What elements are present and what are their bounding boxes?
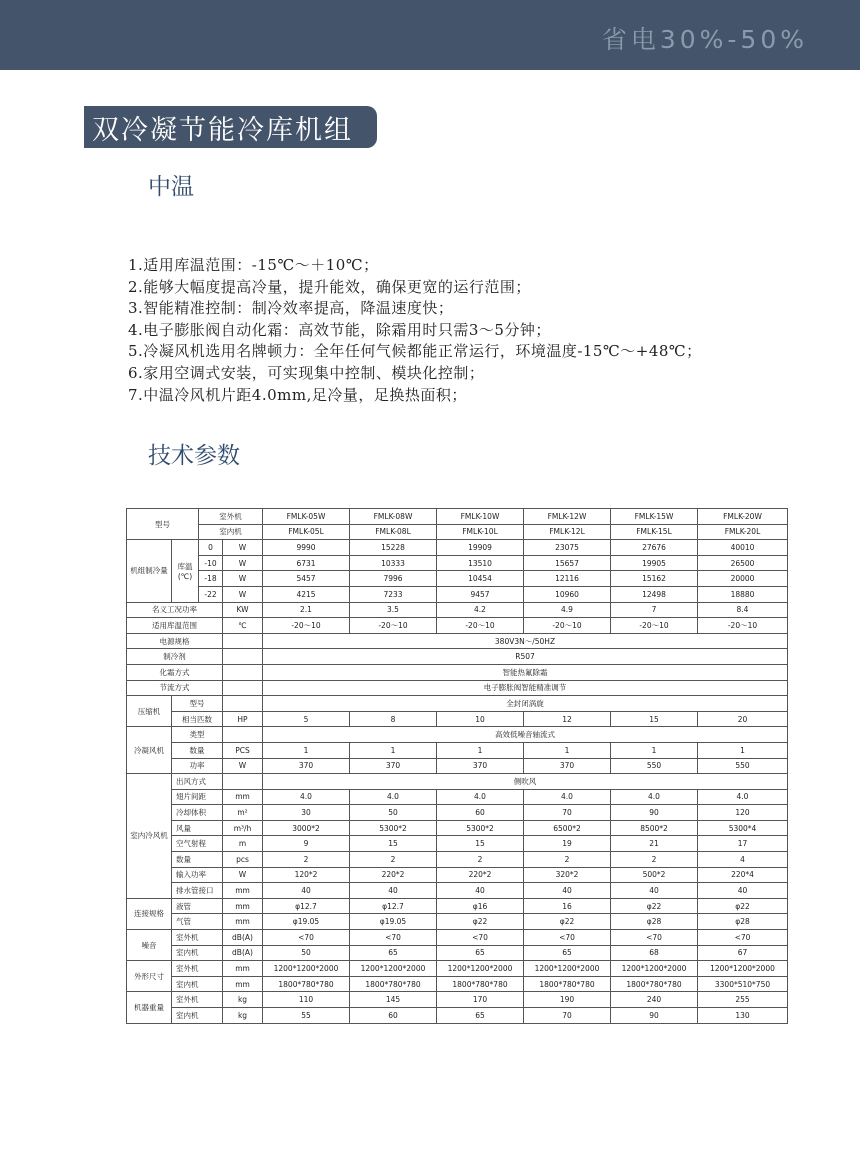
value-cell: FMLK-12W <box>524 509 611 525</box>
value-cell: 120*2 <box>263 867 350 883</box>
value-cell: 19905 <box>611 555 698 571</box>
unit-cell: m² <box>223 805 263 821</box>
value-cell: 15 <box>437 836 524 852</box>
value-cell: φ16 <box>437 898 524 914</box>
value-cell: φ28 <box>611 914 698 930</box>
row-label: 数量 <box>172 852 223 868</box>
value-cell: 220*4 <box>698 867 788 883</box>
value-cell: 500*2 <box>611 867 698 883</box>
value-cell: 380V3N～/50HZ <box>263 633 788 649</box>
table-row <box>127 524 788 540</box>
row-label: 型号 <box>172 696 223 712</box>
row-label: 室外机 <box>172 961 223 977</box>
unit-cell: dB(A) <box>223 945 263 961</box>
row-label: 功率 <box>172 758 223 774</box>
row-group-label: 压缩机 <box>127 696 172 727</box>
unit-cell: mm <box>223 898 263 914</box>
value-cell: 190 <box>524 992 611 1008</box>
value-cell: 23075 <box>524 540 611 556</box>
unit-cell: mm <box>223 976 263 992</box>
row-label: 室外机 <box>172 930 223 946</box>
row-label: 适用库温范围 <box>127 618 223 634</box>
unit-cell: m <box>223 836 263 852</box>
feature-item: 7.中温冷风机片距4.0mm,足冷量，足换热面积； <box>128 385 467 404</box>
unit-cell <box>223 696 263 712</box>
value-cell: 3300*510*750 <box>698 976 788 992</box>
value-cell: 67 <box>698 945 788 961</box>
section-medium-temp: 中温 <box>148 174 194 200</box>
value-cell: <70 <box>437 930 524 946</box>
value-cell: 智能热氟除霜 <box>263 664 788 680</box>
value-cell: 9 <box>263 836 350 852</box>
value-cell: 3.5 <box>350 602 437 618</box>
table-row <box>127 742 788 758</box>
value-cell: 12116 <box>524 571 611 587</box>
unit-cell: W <box>223 758 263 774</box>
value-cell: 9990 <box>263 540 350 556</box>
value-cell: φ22 <box>524 914 611 930</box>
row-label: 出风方式 <box>172 774 223 790</box>
value-cell: 15162 <box>611 571 698 587</box>
row-group-label: 冷凝风机 <box>127 727 172 774</box>
temp-cell: 0 <box>199 540 223 556</box>
table-row <box>127 852 788 868</box>
value-cell: 4.0 <box>611 789 698 805</box>
table-row <box>127 930 788 946</box>
value-cell: <70 <box>263 930 350 946</box>
table-row <box>127 618 788 634</box>
row-label: 类型 <box>172 727 223 743</box>
feature-item: 6.家用空调式安装，可实现集中控制、模块化控制； <box>128 363 485 382</box>
row-label: 翅片间距 <box>172 789 223 805</box>
product-title: 双冷凝节能冷库机组 <box>92 114 353 146</box>
row-label: 液管 <box>172 898 223 914</box>
value-cell: FMLK-15L <box>611 524 698 540</box>
value-cell: 30 <box>263 805 350 821</box>
value-cell: 40 <box>350 883 437 899</box>
table-row <box>127 696 788 712</box>
unit-cell: HP <box>223 711 263 727</box>
row-group-label: 外形尺寸 <box>127 961 172 992</box>
value-cell: 18880 <box>698 586 788 602</box>
value-cell: 15657 <box>524 555 611 571</box>
value-cell: 12498 <box>611 586 698 602</box>
value-cell: 240 <box>611 992 698 1008</box>
value-cell: 4.0 <box>350 789 437 805</box>
table-row <box>127 914 788 930</box>
value-cell: 19 <box>524 836 611 852</box>
value-cell: 145 <box>350 992 437 1008</box>
value-cell: 16 <box>524 898 611 914</box>
value-cell: FMLK-15W <box>611 509 698 525</box>
table-row <box>127 586 788 602</box>
row-group-label: 噪音 <box>127 930 172 961</box>
row-label: 相当匹数 <box>172 711 223 727</box>
unit-cell <box>223 664 263 680</box>
row-group-label: 室内冷风机 <box>127 774 172 899</box>
value-cell: FMLK-08W <box>350 509 437 525</box>
temp-cell: -18 <box>199 571 223 587</box>
table-row <box>127 945 788 961</box>
table-row <box>127 664 788 680</box>
value-cell: 15 <box>350 836 437 852</box>
value-cell: 370 <box>263 758 350 774</box>
value-cell: 65 <box>437 1008 524 1024</box>
value-cell: -20～10 <box>350 618 437 634</box>
feature-item: 2.能够大幅度提高冷量，提升能效，确保更宽的运行范围； <box>128 277 531 296</box>
unit-cell: dB(A) <box>223 930 263 946</box>
value-cell: 170 <box>437 992 524 1008</box>
table-row <box>127 571 788 587</box>
unit-cell <box>223 774 263 790</box>
value-cell: 2 <box>611 852 698 868</box>
unit-cell: mm <box>223 789 263 805</box>
value-cell: 370 <box>524 758 611 774</box>
feature-list <box>128 255 702 406</box>
value-cell: 7 <box>611 602 698 618</box>
value-cell: φ19.05 <box>350 914 437 930</box>
value-cell: φ22 <box>611 898 698 914</box>
unit-cell: W <box>223 555 263 571</box>
value-cell: 电子膨胀阀智能精准调节 <box>263 680 788 696</box>
row-label: 名义工况功率 <box>127 602 223 618</box>
feature-item: 3.智能精准控制：制冷效率提高，降温速度快； <box>128 299 454 318</box>
value-cell: <70 <box>698 930 788 946</box>
feature-item: 1.适用库温范围：-15℃～＋10℃； <box>128 256 379 274</box>
value-cell: 10960 <box>524 586 611 602</box>
table-row <box>127 727 788 743</box>
value-cell: 13510 <box>437 555 524 571</box>
value-cell: -20～10 <box>524 618 611 634</box>
row-group-label: 机组制冷量 <box>127 540 172 602</box>
value-cell: 40 <box>611 883 698 899</box>
value-cell: 1800*780*780 <box>611 976 698 992</box>
value-cell: 90 <box>611 1008 698 1024</box>
value-cell: <70 <box>350 930 437 946</box>
row-group-label: 连接规格 <box>127 898 172 929</box>
unit-cell <box>223 727 263 743</box>
row-label: 数量 <box>172 742 223 758</box>
value-cell: 12 <box>524 711 611 727</box>
row-label: 气管 <box>172 914 223 930</box>
value-cell: 高效低噪音轴流式 <box>263 727 788 743</box>
row-label: 室内机 <box>172 976 223 992</box>
table-row <box>127 540 788 556</box>
unit-cell: mm <box>223 961 263 977</box>
unit-cell: W <box>223 540 263 556</box>
value-cell: 5 <box>263 711 350 727</box>
feature-item: 4.电子膨胀阀自动化霜：高效节能，除霜用时只需3～5分钟； <box>128 320 551 339</box>
table-row <box>127 789 788 805</box>
table-row <box>127 649 788 665</box>
table-row <box>127 758 788 774</box>
value-cell: 220*2 <box>437 867 524 883</box>
value-cell: 2 <box>263 852 350 868</box>
unit-cell: kg <box>223 992 263 1008</box>
header-bar <box>0 0 860 70</box>
value-cell: 20000 <box>698 571 788 587</box>
feature-item: 5.冷凝风机选用名牌顿力：全年任何气候都能正常运行，环境温度-15℃～+48℃； <box>128 342 702 361</box>
row-group-label: 型号 <box>127 509 199 540</box>
value-cell: 120 <box>698 805 788 821</box>
unit-cell: kg <box>223 1008 263 1024</box>
table-row <box>127 992 788 1008</box>
unit-cell: mm <box>223 914 263 930</box>
value-cell: FMLK-10W <box>437 509 524 525</box>
unit-cell: W <box>223 867 263 883</box>
table-row <box>127 602 788 618</box>
value-cell: 1800*780*780 <box>350 976 437 992</box>
table-row <box>127 867 788 883</box>
value-cell: 90 <box>611 805 698 821</box>
value-cell: 70 <box>524 1008 611 1024</box>
value-cell: 40 <box>698 883 788 899</box>
unit-cell <box>223 633 263 649</box>
value-cell: 1 <box>350 742 437 758</box>
value-cell: 15228 <box>350 540 437 556</box>
row-label: 输入功率 <box>172 867 223 883</box>
value-cell: 1800*780*780 <box>437 976 524 992</box>
row-label: 室内机 <box>172 945 223 961</box>
row-label: 室外机 <box>172 992 223 1008</box>
value-cell: 20 <box>698 711 788 727</box>
table-row <box>127 711 788 727</box>
value-cell: FMLK-08L <box>350 524 437 540</box>
value-cell: 17 <box>698 836 788 852</box>
value-cell: 65 <box>524 945 611 961</box>
value-cell: 4.9 <box>524 602 611 618</box>
table-row <box>127 774 788 790</box>
row-label: 室内机 <box>199 524 263 540</box>
value-cell: 550 <box>698 758 788 774</box>
row-label: 排水管接口 <box>172 883 223 899</box>
value-cell: 5300*4 <box>698 820 788 836</box>
value-cell: FMLK-12L <box>524 524 611 540</box>
value-cell: 1 <box>437 742 524 758</box>
value-cell: 21 <box>611 836 698 852</box>
value-cell: 9457 <box>437 586 524 602</box>
value-cell: 2.1 <box>263 602 350 618</box>
value-cell: 1 <box>263 742 350 758</box>
value-cell: 1200*1200*2000 <box>350 961 437 977</box>
value-cell: 2 <box>350 852 437 868</box>
product-title-banner <box>84 106 377 148</box>
row-label: 化霜方式 <box>127 664 223 680</box>
value-cell: 60 <box>437 805 524 821</box>
value-cell: 2 <box>524 852 611 868</box>
value-cell: <70 <box>611 930 698 946</box>
value-cell: <70 <box>524 930 611 946</box>
row-label: 室内机 <box>172 1008 223 1024</box>
table-row <box>127 509 788 525</box>
value-cell: 550 <box>611 758 698 774</box>
value-cell: 3000*2 <box>263 820 350 836</box>
value-cell: -20～10 <box>437 618 524 634</box>
value-cell: 7233 <box>350 586 437 602</box>
value-cell: FMLK-10L <box>437 524 524 540</box>
value-cell: FMLK-20W <box>698 509 788 525</box>
value-cell: R507 <box>263 649 788 665</box>
value-cell: 1 <box>698 742 788 758</box>
value-cell: 1800*780*780 <box>263 976 350 992</box>
table-row <box>127 820 788 836</box>
temp-cell: -10 <box>199 555 223 571</box>
value-cell: 370 <box>437 758 524 774</box>
row-label: 冷却体积 <box>172 805 223 821</box>
table-row <box>127 961 788 977</box>
value-cell: 4.0 <box>524 789 611 805</box>
value-cell: 1800*780*780 <box>524 976 611 992</box>
energy-saving-slogan: 省电30%-50% <box>601 25 808 54</box>
unit-cell: PCS <box>223 742 263 758</box>
value-cell: 10 <box>437 711 524 727</box>
value-cell: 26500 <box>698 555 788 571</box>
value-cell: 1200*1200*2000 <box>524 961 611 977</box>
value-cell: FMLK-20L <box>698 524 788 540</box>
row-label: 空气射程 <box>172 836 223 852</box>
unit-cell: W <box>223 586 263 602</box>
value-cell: 40 <box>263 883 350 899</box>
value-cell: 27676 <box>611 540 698 556</box>
value-cell: φ22 <box>437 914 524 930</box>
value-cell: 10454 <box>437 571 524 587</box>
value-cell: 15 <box>611 711 698 727</box>
table-row <box>127 836 788 852</box>
value-cell: 110 <box>263 992 350 1008</box>
value-cell: 4.0 <box>263 789 350 805</box>
value-cell: 220*2 <box>350 867 437 883</box>
value-cell: 5300*2 <box>437 820 524 836</box>
value-cell: 7996 <box>350 571 437 587</box>
value-cell: 10333 <box>350 555 437 571</box>
value-cell: 370 <box>350 758 437 774</box>
value-cell: 1 <box>611 742 698 758</box>
unit-cell <box>223 680 263 696</box>
value-cell: 8 <box>350 711 437 727</box>
table-row <box>127 680 788 696</box>
value-cell: 19909 <box>437 540 524 556</box>
value-cell: 1200*1200*2000 <box>698 961 788 977</box>
value-cell: FMLK-05L <box>263 524 350 540</box>
table-row <box>127 1008 788 1024</box>
value-cell: FMLK-05W <box>263 509 350 525</box>
unit-cell: W <box>223 571 263 587</box>
value-cell: φ12.7 <box>350 898 437 914</box>
value-cell: φ19.05 <box>263 914 350 930</box>
table-row <box>127 898 788 914</box>
value-cell: 1200*1200*2000 <box>263 961 350 977</box>
value-cell: 1200*1200*2000 <box>437 961 524 977</box>
section-tech-params: 技术参数 <box>148 443 240 469</box>
value-cell: 68 <box>611 945 698 961</box>
unit-cell: mm <box>223 883 263 899</box>
value-cell: 4.0 <box>698 789 788 805</box>
value-cell: 55 <box>263 1008 350 1024</box>
value-cell: 65 <box>437 945 524 961</box>
row-label: 风量 <box>172 820 223 836</box>
row-label: 制冷剂 <box>127 649 223 665</box>
unit-cell: m³/h <box>223 820 263 836</box>
value-cell: 8500*2 <box>611 820 698 836</box>
unit-cell: KW <box>223 602 263 618</box>
table-row <box>127 976 788 992</box>
value-cell: -20～10 <box>263 618 350 634</box>
value-cell: 65 <box>350 945 437 961</box>
value-cell: 6500*2 <box>524 820 611 836</box>
table-row <box>127 805 788 821</box>
value-cell: φ12.7 <box>263 898 350 914</box>
value-cell: 全封闭涡旋 <box>263 696 788 712</box>
value-cell: 50 <box>350 805 437 821</box>
value-cell: 40010 <box>698 540 788 556</box>
value-cell: 255 <box>698 992 788 1008</box>
row-label: 电源规格 <box>127 633 223 649</box>
value-cell: φ28 <box>698 914 788 930</box>
row-label: 室外机 <box>199 509 263 525</box>
value-cell: 70 <box>524 805 611 821</box>
temp-cell: -22 <box>199 586 223 602</box>
value-cell: 50 <box>263 945 350 961</box>
unit-cell <box>223 649 263 665</box>
value-cell: 4.2 <box>437 602 524 618</box>
value-cell: 6731 <box>263 555 350 571</box>
table-row <box>127 883 788 899</box>
unit-cell: ℃ <box>223 618 263 634</box>
value-cell: 侧吹风 <box>263 774 788 790</box>
value-cell: 4215 <box>263 586 350 602</box>
value-cell: 60 <box>350 1008 437 1024</box>
value-cell: 2 <box>437 852 524 868</box>
spec-table <box>126 508 788 1024</box>
value-cell: 8.4 <box>698 602 788 618</box>
table-row <box>127 633 788 649</box>
value-cell: 1 <box>524 742 611 758</box>
value-cell: -20～10 <box>611 618 698 634</box>
value-cell: 130 <box>698 1008 788 1024</box>
value-cell: 4 <box>698 852 788 868</box>
value-cell: 40 <box>524 883 611 899</box>
row-group-label: 机器重量 <box>127 992 172 1023</box>
table-row <box>127 555 788 571</box>
value-cell: φ22 <box>698 898 788 914</box>
value-cell: 40 <box>437 883 524 899</box>
value-cell: 320*2 <box>524 867 611 883</box>
value-cell: 5457 <box>263 571 350 587</box>
unit-cell: pcs <box>223 852 263 868</box>
value-cell: 4.0 <box>437 789 524 805</box>
value-cell: -20～10 <box>698 618 788 634</box>
row-label: 节流方式 <box>127 680 223 696</box>
value-cell: 1200*1200*2000 <box>611 961 698 977</box>
value-cell: 5300*2 <box>350 820 437 836</box>
row-label: 库温 (℃) <box>172 540 199 602</box>
